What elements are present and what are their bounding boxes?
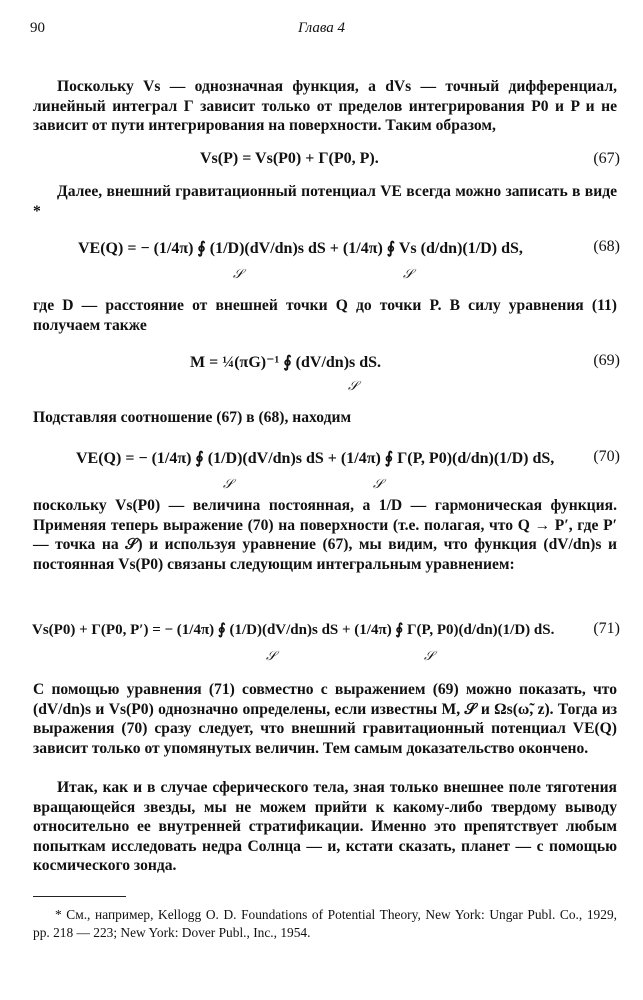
surface-symbol: 𝒮 <box>403 266 414 281</box>
paragraph-7: Итак, как и в случае сферического тела, зная только внешнее поле тяготения вращающейся звезды, мы не можем прийти к какому-либо твердому выводу относительно ее внутренней стратификации. Именно это препятствует любым попыткам исследовать недра Солнца — и, кстати сказать, планет — с помощью космического зонда. <box>33 779 617 875</box>
equation-68-body: VE(Q) = − (1/4π) ∮ (1/D)(dV/dn)s dS + (1/4π) ∮ Vs (d/dn)(1/D) dS, <box>78 240 523 257</box>
paragraph-4: Подставляя соотношение (67) в (68), находим <box>33 409 352 426</box>
chapter-title: Глава 4 <box>297 20 346 36</box>
equation-67 <box>30 142 620 182</box>
equation-70-number: (70) <box>593 448 620 465</box>
footnote: * См., например, Kellogg O. D. Foundations of Potential Theory, New York: Ungar Publ. Co., 1929, pp. 218 — 223; New York: Dover Publ., Inc., 1954. <box>33 907 617 940</box>
equation-70 <box>30 436 620 492</box>
surface-symbol: 𝒮 <box>373 476 384 491</box>
paragraph-6: С помощью уравнения (71) совместно с выражением (69) можно показать, что (dV/dn)s и Vs(P0) однозначно определены, если известны M, 𝒮 и Ωs(ω̃, z). Тогда из выражения (70) сразу следует, что внешний гравитационный потенциал VE(Q) зависит только от упомянутых величин. Тем самым доказательство окончено. <box>33 681 617 757</box>
paragraph-3: где D — расстояние от внешней точки Q до точки P. В силу уравнения (11) получаем также <box>33 297 617 334</box>
equation-71-body: Vs(P0) + Г(P0, P′) = − (1/4π) ∮ (1/D)(dV/dn)s dS + (1/4π) ∮ Г(P, P0)(d/dn)(1/D) dS. <box>32 622 555 638</box>
paragraph-2: Далее, внешний гравитационный потенциал VE всегда можно записать в виде * <box>33 183 617 220</box>
equation-68 <box>30 226 620 282</box>
equation-71-number: (71) <box>593 620 620 637</box>
surface-symbol: 𝒮 <box>424 648 435 663</box>
page-number: 90 <box>30 20 45 36</box>
paragraph-1: Поскольку Vs — однозначная функция, а dVs — точный дифференциал, линейный интеграл Г зависит только от пределов интегрирования P0 и P и не зависит от пути интегрирования на поверхности. Таким образом, <box>33 78 617 135</box>
equation-70-body: VE(Q) = − (1/4π) ∮ (1/D)(dV/dn)s dS + (1/4π) ∮ Г(P, P0)(d/dn)(1/D) dS, <box>76 450 555 467</box>
surface-symbol: 𝒮 <box>348 378 359 393</box>
equation-69 <box>30 346 620 398</box>
footnote-divider <box>33 896 126 897</box>
surface-symbol: 𝒮 <box>233 266 244 281</box>
equation-69-body: M = ¼(πG)⁻¹ ∮ (dV/dn)s dS. <box>190 354 382 371</box>
equation-69-number: (69) <box>593 352 620 369</box>
page-header <box>30 20 613 42</box>
paragraph-5: поскольку Vs(P0) — величина постоянная, а 1/D — гармоническая функция. Применяя теперь выражение (70) на поверхности (т.е. полагая, что Q → P′, где P′ — точка на 𝒮) и используя уравнение (67), мы видим, что функция (dV/dn)s и постоянная Vs(P0) связаны следующим интегральным уравнением: <box>33 497 617 573</box>
equation-68-number: (68) <box>593 238 620 255</box>
equation-67-number: (67) <box>593 150 620 167</box>
surface-symbol: 𝒮 <box>266 648 277 663</box>
surface-symbol: 𝒮 <box>223 476 234 491</box>
equation-71 <box>30 608 620 664</box>
equation-67-body: Vs(P) = Vs(P0) + Г(P0, P). <box>200 150 379 167</box>
